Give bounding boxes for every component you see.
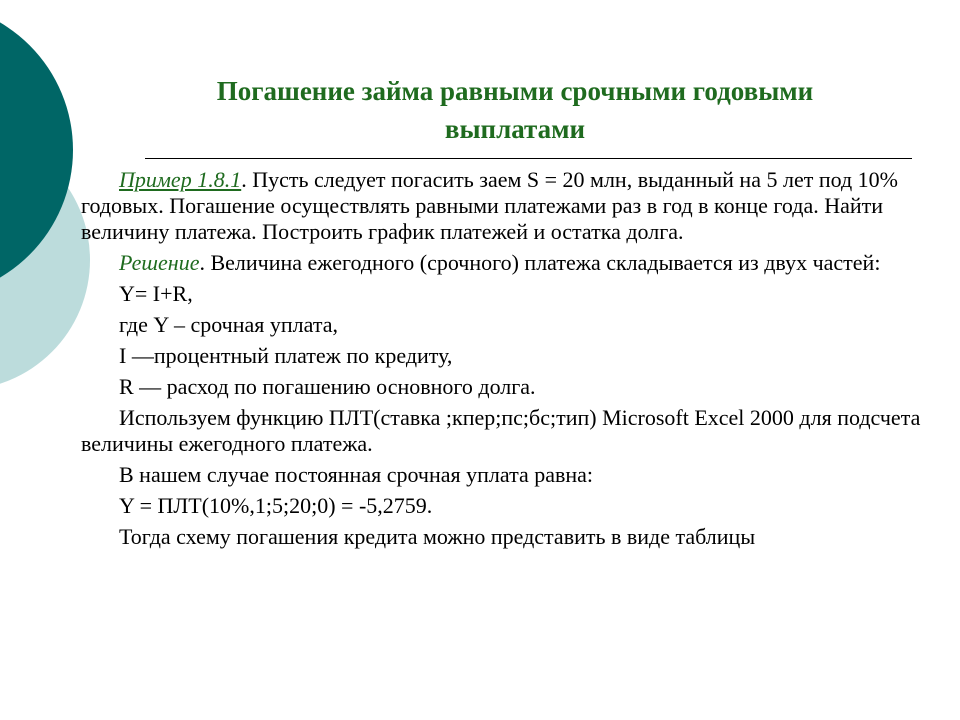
solution-text: . Величина ежегодного (срочного) платежа складывается из двух частей: [199, 250, 881, 275]
where-y-line: где Y – срочная уплата, [119, 312, 338, 337]
example-text: . Пусть следует погасить заем S = 20 млн, выданный на 5 лет под 10% годовых. Погашение осуществлять равными платежами раз в год в конце года. Найти величину платежа. Построить график платежей и остатка долга. [81, 167, 898, 244]
solution-label: Решение [119, 250, 200, 275]
result-line: Y = ПЛТ(10%,1;5;20;0) = -5,2759. [119, 493, 433, 518]
example-paragraph [81, 167, 921, 245]
excel-paragraph: Используем функцию ПЛТ(ставка ;кпер;пс;бс;тип) Microsoft Excel 2000 для подсчета величины ежегодного платежа. [81, 405, 921, 456]
slide-title [150, 72, 880, 148]
constant-payment-line: В нашем случае постоянная срочная уплата равна: [119, 462, 594, 487]
slide-title-line1: Погашение займа равными срочными годовыми [216, 76, 814, 106]
example-label: Пример 1.8.1 [119, 167, 242, 192]
formula-line: Y= I+R, [119, 281, 193, 306]
slide-body [81, 167, 921, 555]
solution-paragraph [81, 250, 921, 276]
slide-title-line2: выплатами [444, 114, 586, 144]
table-intro-line: Тогда схему погашения кредита можно представить в виде таблицы [119, 524, 756, 549]
interest-definition: I —процентный платеж по кредиту, [119, 343, 453, 368]
principal-definition: R — расход по погашению основного долга. [119, 374, 536, 399]
title-divider [145, 158, 912, 159]
